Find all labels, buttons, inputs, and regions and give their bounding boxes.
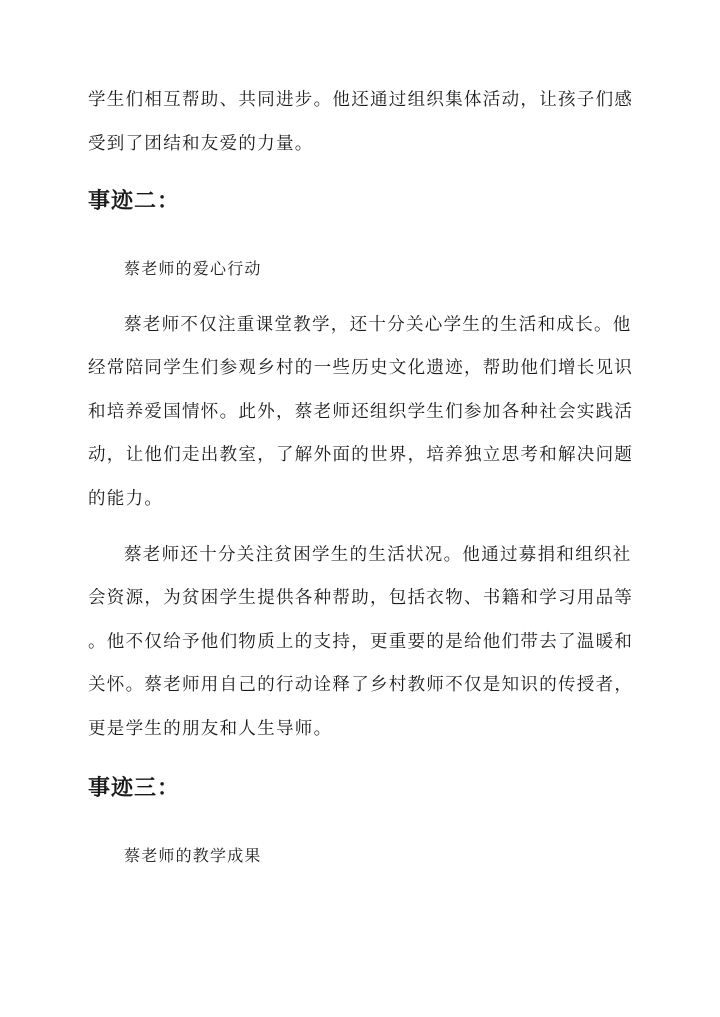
section-3-heading: 事迹三：	[88, 775, 181, 801]
section-3-subtitle: 蔡老师的教学成果	[124, 846, 262, 865]
intro-line-1: 学生们相互帮助、共同进步。他还通过组织集体活动，让孩子们感	[88, 90, 634, 110]
section-2-subtitle: 蔡老师的爱心行动	[124, 259, 262, 278]
section-2-para-1-line-1: 蔡老师不仅注重课堂教学，还十分关心学生的生活和成长。他	[124, 315, 632, 335]
section-2-para-1-line-2: 经常陪同学生们参观乡村的一些历史文化遗迹，帮助他们增长见识	[88, 358, 634, 378]
section-2-para-2-line-1: 蔡老师还十分关注贫困学生的生活状况。他通过募捐和组织社	[124, 545, 632, 565]
section-2-para-2-line-5: 更是学生的朋友和人生导师。	[88, 719, 333, 739]
section-2-para-2-line-2: 会资源，为贫困学生提供各种帮助，包括衣物、书籍和学习用品等	[88, 588, 634, 608]
section-2-para-2-line-3: 。他不仅给予他们物质上的支持，更重要的是给他们带去了温暖和	[88, 632, 634, 652]
intro-line-2: 受到了团结和友爱的力量。	[88, 134, 314, 154]
section-2-para-1-line-5: 的能力。	[88, 489, 164, 509]
section-2-para-2-line-4: 关怀。蔡老师用自己的行动诠释了乡村教师不仅是知识的传授者，	[88, 675, 634, 695]
section-2-para-1-line-3: 和培养爱国情怀。此外，蔡老师还组织学生们参加各种社会实践活	[88, 402, 634, 422]
section-2-heading: 事迹二：	[88, 188, 181, 214]
section-2-para-1-line-4: 动，让他们走出教室，了解外面的世界，培养独立思考和解决问题	[88, 445, 634, 465]
